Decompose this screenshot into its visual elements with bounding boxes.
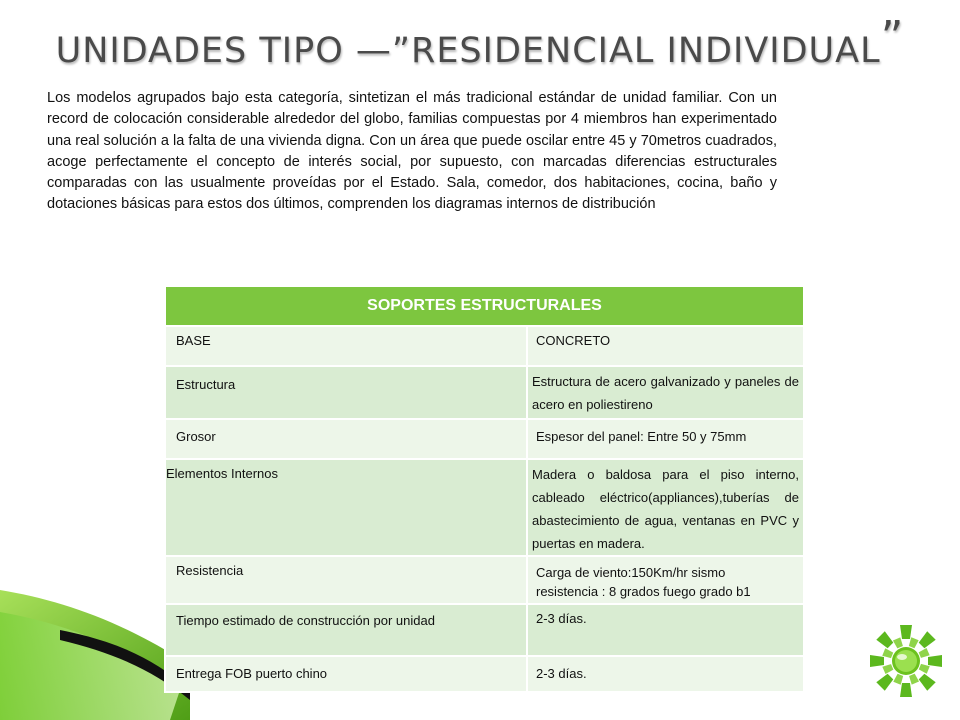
structural-supports-table xyxy=(164,285,805,693)
row-label: Tiempo estimado de construcción por unidad xyxy=(165,604,527,656)
row-value: Estructura de acero galvanizado y paneles de acero en poliestireno xyxy=(527,366,804,419)
row-value: Carga de viento:150Km/hr sismo resistencia : 8 grados fuego grado b1 xyxy=(527,556,804,604)
row-label: Entrega FOB puerto chino xyxy=(165,656,527,692)
row-label: BASE xyxy=(165,326,527,366)
row-label: Estructura xyxy=(165,366,527,419)
table-header: SOPORTES ESTRUCTURALES xyxy=(165,286,804,326)
table-row xyxy=(165,604,804,656)
title-close-quote: ” xyxy=(880,12,905,63)
row-label: Elementos Internos xyxy=(165,459,527,556)
row-value: 2-3 días. xyxy=(527,656,804,692)
intro-paragraph: Los modelos agrupados bajo esta categoría, sintetizan el más tradicional estándar de unidad familiar. Con un record de colocación considerable alrededor del globo, familias compuestas por 4 miembros han experimentado una real solución a la falta de una vivienda digna. Con un área que puede oscilar entre 45 y 70metros cuadrados, acoge perfectamente el concepto de interés social, por supuesto, con marcadas diferencias estructurales comparadas con las usualmente proveídas por el Estado. Sala, comedor, dos habitaciones, cocina, baño y dotaciones básicas para estos dos últimos, comprenden los diagramas internos de distribución xyxy=(47,90,777,213)
row-value: Espesor del panel: Entre 50 y 75mm xyxy=(527,419,804,459)
table-row xyxy=(165,656,804,692)
page-title: UNIDADES TIPO —”RESIDENCIAL INDIVIDUAL” xyxy=(55,12,905,71)
table-row xyxy=(165,366,804,419)
row-label: Resistencia xyxy=(165,556,527,604)
row-value: 2-3 días. xyxy=(527,604,804,656)
green-star-globe-logo xyxy=(866,617,946,707)
row-label: Grosor xyxy=(165,419,527,459)
table-row xyxy=(165,556,804,604)
table-row xyxy=(165,459,804,556)
row-value: CONCRETO xyxy=(527,326,804,366)
row-value: Madera o baldosa para el piso interno, cableado eléctrico(appliances),tuberías de abastecimiento de agua, ventanas en PVC y puertas en madera. xyxy=(527,459,804,556)
table-row xyxy=(165,326,804,366)
table-row xyxy=(165,419,804,459)
